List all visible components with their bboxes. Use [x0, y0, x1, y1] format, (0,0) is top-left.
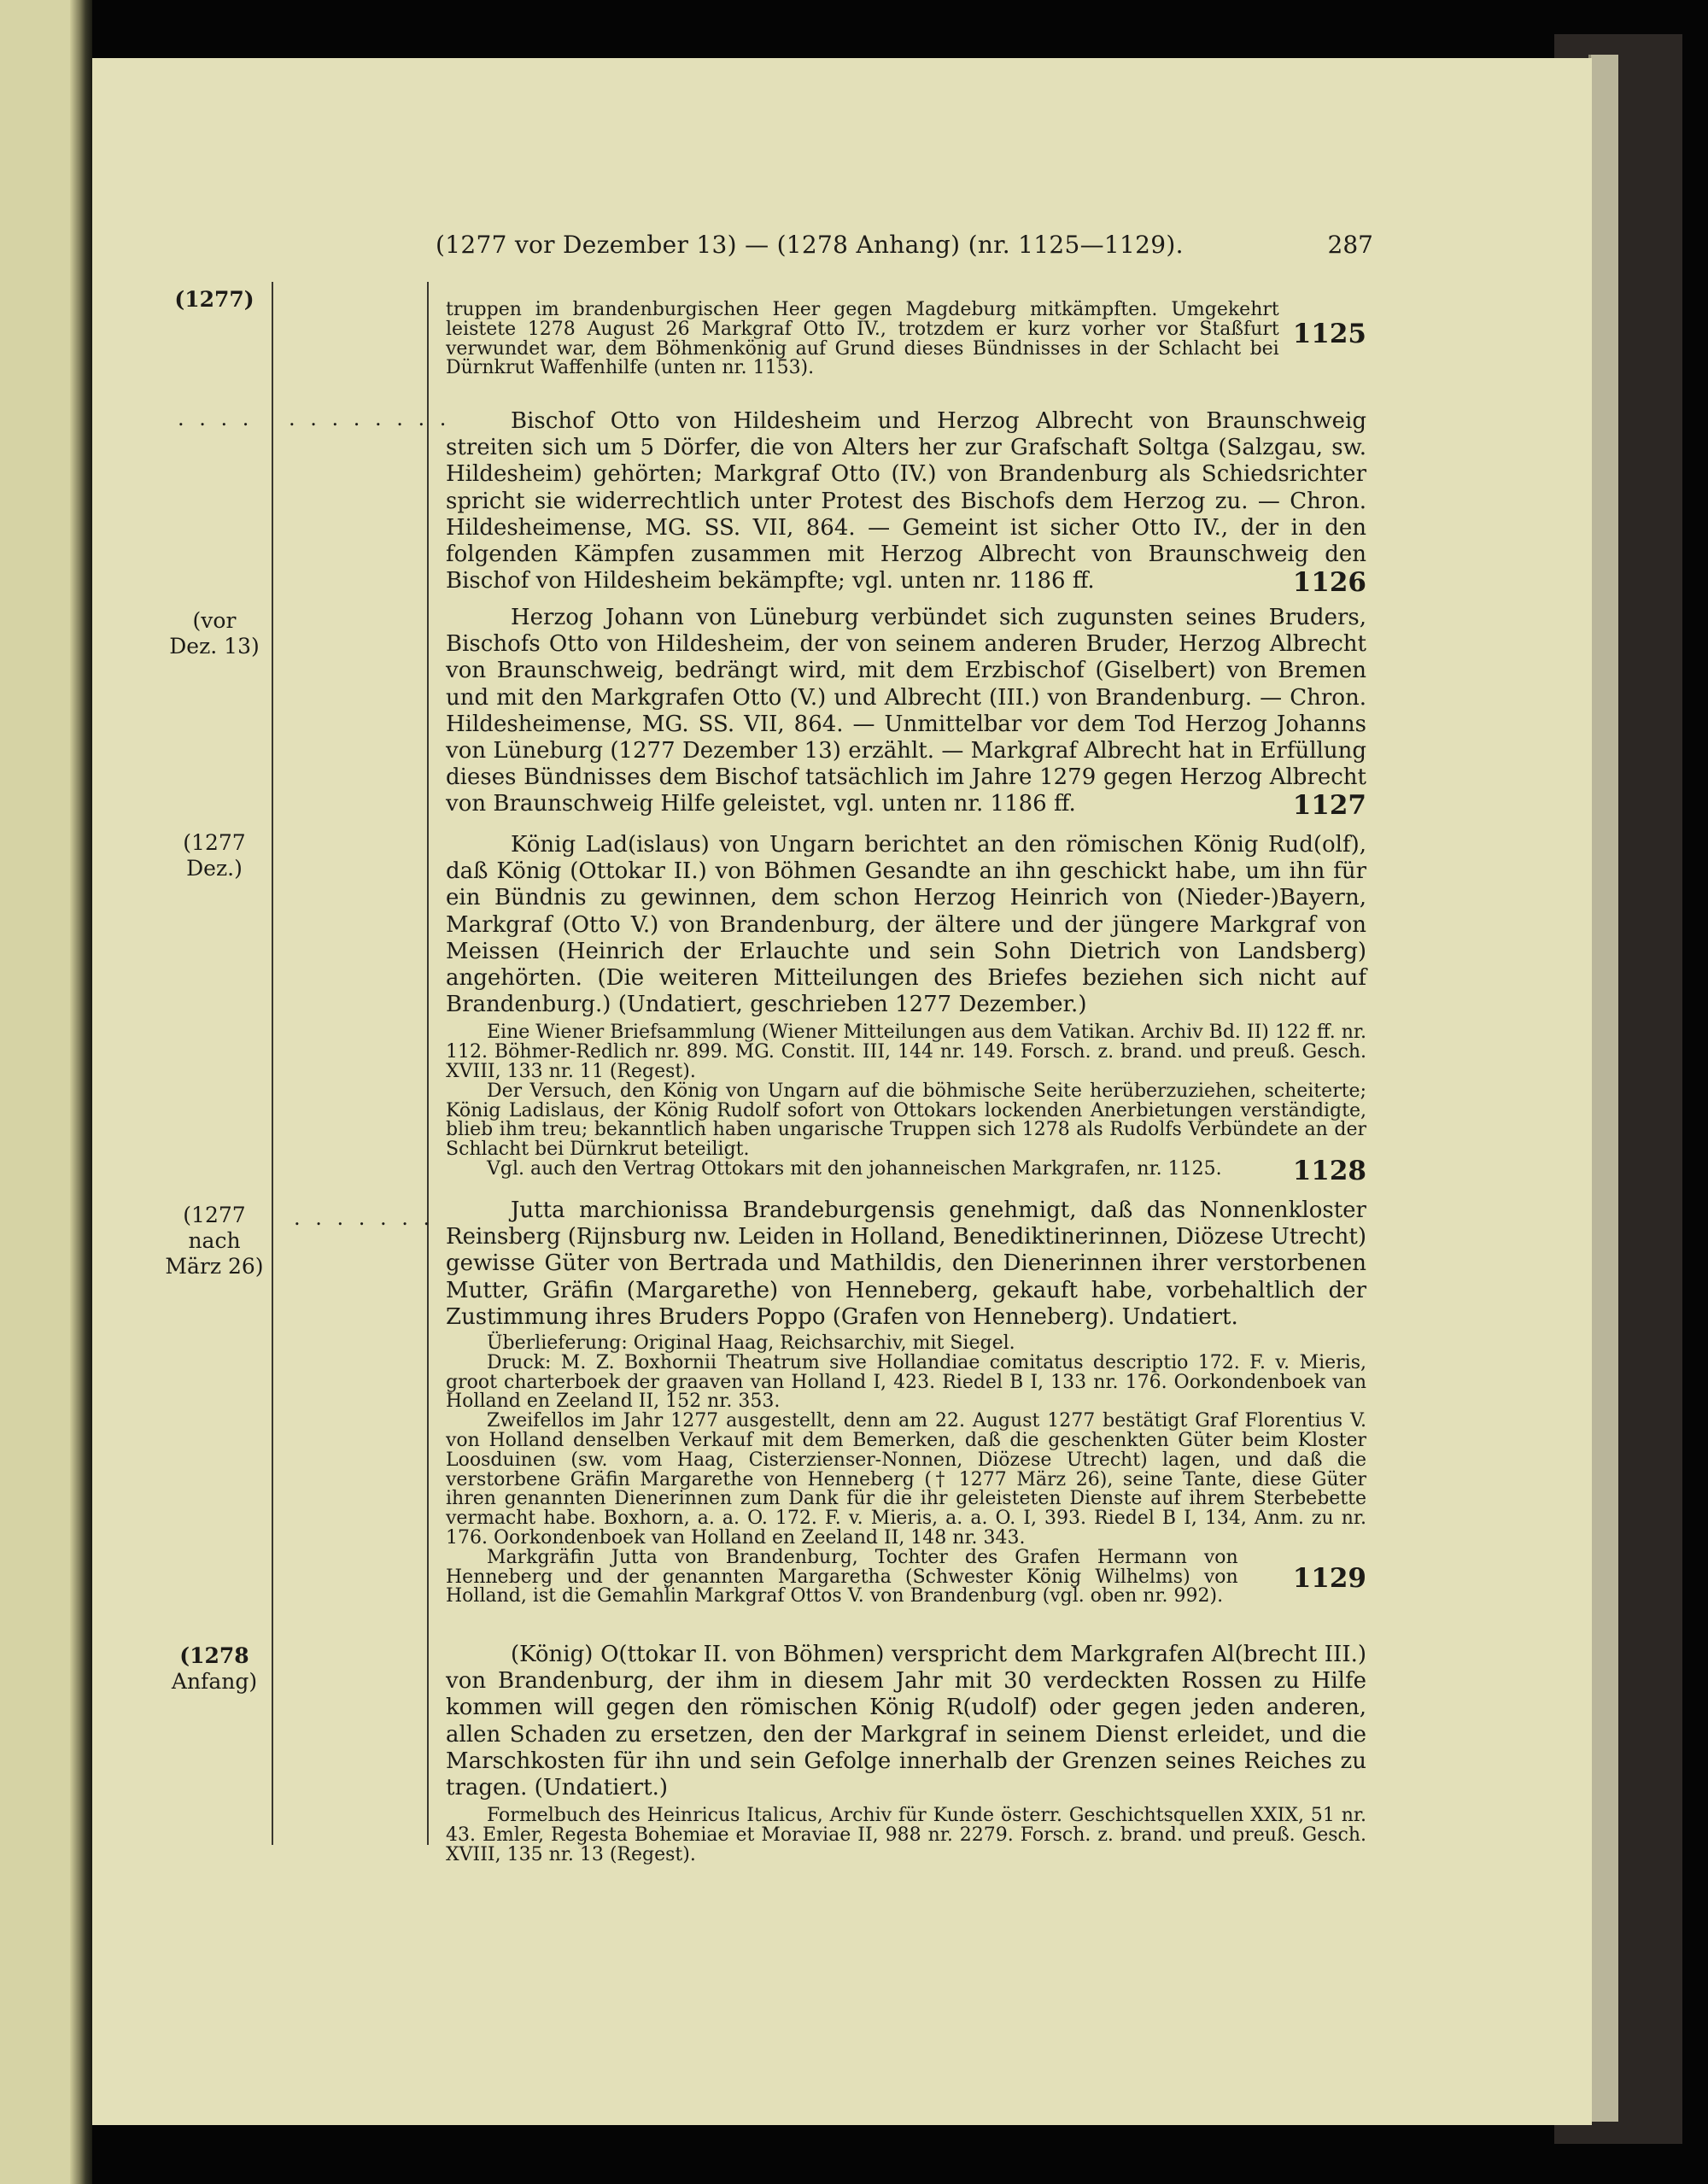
running-title: (1277 vor Dezember 13) — (1278 Anhang) (nr. 1125—1129). [436, 231, 1184, 259]
date-line: (1278 [179, 1643, 249, 1668]
entry-text [446, 1197, 1366, 1331]
entry-1125 [446, 301, 1366, 378]
date-line: Anfang) [171, 1669, 258, 1694]
entry-note [446, 1546, 1366, 1607]
entry-body: Bischof Otto von Hildesheim und Herzog Albrecht von Braunschweig streiten sich um 5 Dörfer, die von Alters her zur Grafschaft Soltga (Salzgau, sw. Hildesheim) gehörten; Markgraf Otto (IV.) von Brandenburg als Schiedsrichter spricht sie widerrechtlich unter Protest des Bischofs dem Herzog zu. — Chron. Hildesheimense, MG. SS. VII, 864. — Gemeint ist sicher Otto IV., der in den folgenden Kämpfen zusammen mit Herzog Albrecht von Braunschweig den Bischof von Hildesheim bekämpfte; vgl. unten nr. 1186 ff. [446, 408, 1366, 594]
entry-body: (König) O(ttokar II. von Böhmen) verspricht dem Markgrafen Al(brecht III.) von Brandenburg, der ihm in diesem Jahr mit 30 verdeckten Rossen zu Hilfe kommen will gegen den römischen König R(udolf) oder gegen jeden anderen, allen Schaden zu ersetzen, den der Markgraf in seinem Dienst erleidet, und die Marschkosten für ihn und sein Gefolge innerhalb der Grenzen seines Reiches zu tragen. (Undatiert.) [446, 1642, 1366, 1801]
entry-note: Eine Wiener Briefsammlung (Wiener Mitteilungen aus dem Vatikan. Archiv Bd. II) 122 ff. nr. 112. Böhmer-Redlich nr. 899. MG. Constit. III, 144 nr. 149. Forsch. z. brand. und preuß. Gesch. XVIII, 133 nr. 11 (Regest). [446, 1022, 1366, 1083]
entry-1129 [446, 1197, 1366, 1607]
date-line: Dez. 13) [169, 634, 260, 659]
entry-text [446, 605, 1366, 822]
entry-note: Formelbuch des Heinricus Italicus, Archiv für Kunde österr. Geschichtsquellen XXIX, 51 nr. 43. Emler, Regesta Bohemiae et Moraviae II, 988 nr. 2279. Forsch. z. brand. und preuß. Gesch. XVIII, 135 nr. 13 (Regest). [446, 1805, 1366, 1865]
placeholder-dots: . . . . [178, 407, 254, 430]
entry-note [446, 1156, 1366, 1186]
entry-body: Herzog Johann von Lüneburg verbündet sich zugunsten seines Bruders, Bischofs Otto von Hildesheim, der von seinem anderen Bruder, Herzog Albrecht von Braunschweig, bedrängt wird, mit dem Erzbischof (Giselbert) von Bremen und mit den Markgrafen Otto (V.) und Albrecht (III.) von Brandenburg. — Chron. Hildesheimense, MG. SS. VII, 864. — Unmittelbar vor dem Tod Herzog Johanns von Lüneburg (1277 Dezember 13) erzählt. — Markgraf Albrecht hat in Erfüllung dieses Bündnisses dem Bischof tatsächlich im Jahre 1279 gegen Herzog Albrecht von Braunschweig Hilfe geleistet, vgl. unten nr. 1186 ff. [446, 605, 1366, 817]
entry-note: Zweifellos im Jahr 1277 ausgestellt, denn am 22. August 1277 bestätigt Graf Florentius V. von Holland denselben Verkauf mit dem Bemerken, daß die geschenkten Güter beim Kloster Loosduinen (sw. vom Haag, Cisterzienser-Nonnen, Diözese Utrecht) lagen, und daß die verstorbene Gräfin Margarethe von Henneberg († 1277 März 26), seine Tante, diese Güter ihren genannten Dienerinnen zum Dank für die ihr geleisteten Dienste auf ihrem Sterbebette vermacht habe. Boxhorn, a. a. O. 172. F. v. Mieris, a. a. O. I, 393. Riedel B I, 134, Anm. zu nr. 176. Oorkondenboek van Holland en Zeeland II, 148 nr. 343. [446, 1410, 1366, 1549]
entry-number: 1125 [1292, 319, 1366, 349]
entry-body: Jutta marchionissa Brandeburgensis genehmigt, daß das Nonnenkloster Reinsberg (Rijnsburg nw. Leiden in Holland, Benediktinerinnen, Diözese Utrecht) gewisse Güter von Bertrada und Mathildis, den Dienerinnen ihrer verstorbenen Mutter, Gräfin (Margarethe) von Henneberg, gekauft habe, vorbehaltlich der Zustimmung ihres Bruders Poppo (Grafen von Henneberg). Undatiert. [446, 1197, 1366, 1330]
date-1128 [159, 830, 270, 881]
entry-number: 1128 [1292, 1156, 1366, 1186]
entry-body: truppen im brandenburgischen Heer gegen Magdeburg mitkämpften. Umgekehrt leistete 1278 August 26 Markgraf Otto IV., trotzdem er kurz vorher vor Staßfurt verwundet war, dem Böhmenkönig auf Grund dieses Bündnisses in der Schlacht bei Dürnkrut Waffenhilfe (unten nr. 1153). [446, 299, 1279, 379]
entry-number: 1127 [1292, 790, 1366, 822]
entry-1126 [446, 408, 1366, 599]
entry-body: Vgl. auch den Vertrag Ottokars mit den johanneischen Markgrafen, nr. 1125. [487, 1158, 1222, 1180]
date-line: Dez.) [186, 856, 243, 881]
date-line: nach [188, 1228, 241, 1253]
entry-text [446, 301, 1366, 378]
entry-text [446, 832, 1366, 1018]
placeholder-dots: . . . . . . . [294, 1206, 435, 1230]
column-rule-right [427, 282, 429, 1845]
date-line: März 26) [165, 1254, 264, 1279]
entry-1278 [446, 1642, 1366, 1865]
date-line: (vor [192, 608, 237, 633]
entry-text [446, 1642, 1366, 1801]
column-rule-left [272, 282, 273, 1845]
entry-number: 1126 [1292, 567, 1366, 599]
date-line: (1277 [183, 830, 246, 855]
entry-note: Der Versuch, den König von Ungarn auf die böhmische Seite herüberzuziehen, scheiterte; König Ladislaus, der König Rudolf sofort von Ottokars lockenden Anerbietungen verständigte, blieb ihm treu; bekanntlich haben ungarische Truppen sich 1278 als Rudolfs Verbündete an der Schlacht bei Dürnkrut beteiligt. [446, 1080, 1366, 1161]
entry-note: Überlieferung: Original Haag, Reichsarchiv, mit Siegel. [487, 1332, 1015, 1355]
page-number: 287 [1327, 231, 1373, 259]
date-line: (1277 [183, 1203, 246, 1227]
entry-note: Druck: M. Z. Boxhornii Theatrum sive Hollandiae comitatus descriptio 172. F. v. Mieris, groot charterboek der graaven van Holland I, 423. Riedel B I, 133 nr. 176. Oorkondenboek van Holland en Zeeland II, 152 nr. 353. [446, 1351, 1366, 1413]
date-1127 [159, 608, 270, 659]
entry-1127 [446, 605, 1366, 822]
date-line: (1277) [174, 287, 254, 312]
date-1125 [159, 287, 270, 313]
entry-text [446, 408, 1366, 599]
date-1129 [159, 1203, 270, 1279]
entry-body: Markgräfin Jutta von Brandenburg, Tochter des Grafen Hermann von Henneberg und der genannten Margaretha (Schwester König Wilhelms) von Holland, ist die Gemahlin Markgraf Ottos V. von Brandenburg (vgl. oben nr. 992). [446, 1546, 1238, 1607]
date-1278 [159, 1643, 270, 1695]
entry-body: König Lad(islaus) von Ungarn berichtet an den römischen König Rud(olf), daß König (Ottokar II.) von Böhmen Gesandte an ihn geschickt habe, um ihn für ein Bündnis zu gewinnen, dem schon Herzog Heinrich von (Nieder-)Bayern, Markgraf (Otto V.) von Brandenburg, der ältere und der jüngere Markgraf von Meissen (Heinrich der Erlauchte und sein Sohn Dietrich von Landsberg) angehörten. (Die weiteren Mitteilungen des Briefes beziehen sich nicht auf Brandenburg.) (Undatiert, geschrieben 1277 Dezember.) [446, 832, 1366, 1018]
placeholder-dots: . . . . . . . . [289, 407, 451, 430]
entry-number: 1129 [1292, 1562, 1366, 1594]
entry-1128 [446, 832, 1366, 1185]
